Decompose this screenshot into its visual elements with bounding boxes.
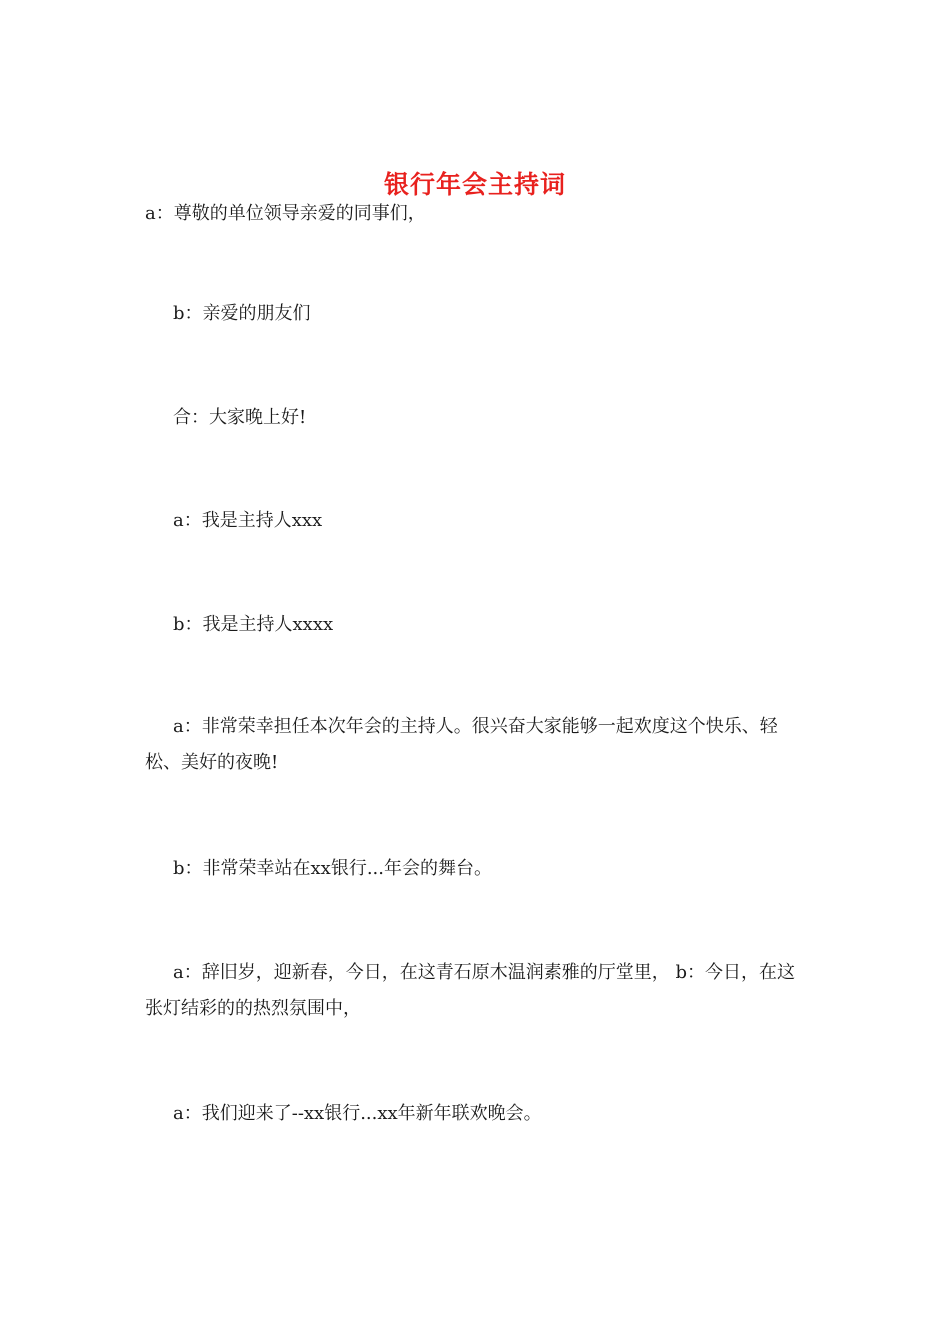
paragraph-greeting-a: a：尊敬的单位领导亲爱的同事们， (145, 203, 426, 224)
paragraph-greeting-b: b：亲爱的朋友们 (173, 303, 311, 324)
paragraph-honor-a: a：非常荣幸担任本次年会的主持人。很兴奋大家能够一起欢度这个快乐、轻松、美好的夜晚! (145, 716, 778, 773)
paragraph-host-a: a：我是主持人xxx (173, 510, 323, 531)
paragraph-gala: a：我们迎来了--xx银行...xx年新年联欢晚会。 (173, 1103, 542, 1124)
paragraph-new-year: a：辞旧岁，迎新春，今日，在这青石原木温润素雅的厅堂里， b：今日，在这张灯结彩的的热烈氛围中， (145, 962, 795, 1019)
paragraph-honor-b: b：非常荣幸站在xx银行...年会的舞台。 (173, 858, 492, 879)
paragraph-host-b: b：我是主持人xxxx (173, 614, 334, 635)
paragraph-greeting-together: 合：大家晚上好! (173, 407, 307, 428)
document-title: 银行年会主持词 (383, 169, 566, 199)
